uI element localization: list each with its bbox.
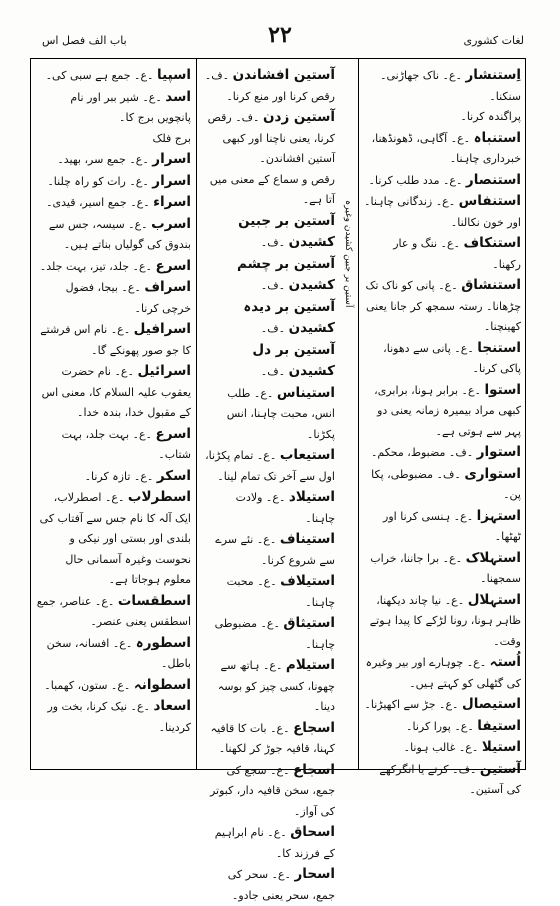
dictionary-entry	[203, 613, 335, 655]
entry-definition: ۔ع۔ چوہارے اور بیر وغیرہ کی گٹھلی کو کہتے ہیں۔	[365, 656, 521, 690]
dictionary-entry	[363, 759, 521, 801]
dictionary-entry	[35, 256, 191, 278]
dictionary-entry	[35, 466, 191, 488]
entry-definition: ۔ع۔ غالب ہونا۔	[403, 741, 482, 754]
dictionary-entry	[203, 107, 335, 170]
entry-headword: اسطرلاب	[127, 489, 191, 505]
entry-headword: استیعاب	[279, 447, 335, 463]
entry-definition: ۔ع۔ اصطرلاب، ایک آلہ کا نام جس سے آفتاب کی بلندی اور بستی اور نیکی و نحوست وغیرہ آسمانی حال معلوم ہوجاتا ہے۔	[39, 491, 191, 586]
dictionary-entry	[35, 424, 191, 466]
entry-definition: ۔ع۔ بیجا، فضول خرچی کرنا۔	[65, 281, 191, 315]
dictionary-entry	[363, 275, 521, 338]
entry-headword: اسرار	[152, 172, 191, 189]
dictionary-entry	[203, 487, 335, 529]
entry-headword: اسرافیل	[133, 321, 191, 337]
entry-headword: اسکر	[156, 467, 191, 484]
entry-definition: ۔ع۔ نام اس فرشتے کا جو صور پھونکے گا۔	[40, 323, 191, 357]
entry-headword: اسراء	[153, 194, 191, 210]
entry-headword: اسد	[165, 88, 191, 105]
entry-definition: ۔ف۔ رقص کرنا اور منع کرنا۔	[204, 69, 335, 103]
entry-definition: ۔ف۔	[260, 279, 289, 292]
entry-definition: ۔ف۔	[260, 365, 289, 378]
entry-definition: ۔ع۔ نیک کرنا، بخت ور کردینا۔	[47, 700, 191, 734]
dictionary-entry	[203, 822, 335, 864]
dictionary-entry	[35, 633, 191, 675]
dictionary-entry	[35, 696, 191, 738]
dictionary-entry	[35, 192, 191, 214]
entry-headword: استنشاق	[461, 277, 521, 293]
entry-headword: اِستنشار	[465, 67, 521, 83]
entry-definition: ۔ع۔ پانی کو ناک تک چڑھانا۔ رستہ سمجھ کر جانا یعنی کھینچنا۔	[365, 279, 521, 333]
text-frame	[30, 58, 526, 902]
entry-definition: ۔ع۔ تمام پکڑنا، اول سے آخر تک تمام لینا۔	[205, 449, 335, 483]
entry-definition: ۔ع۔ جمع اسیر، قیدی۔	[46, 196, 154, 209]
entry-definition: ۔ع۔ نئے سرے سے شروع کرنا۔	[215, 533, 335, 567]
entry-headword: استوا	[484, 381, 521, 398]
entry-definition: پراگندہ کرنا۔	[460, 110, 521, 123]
entry-definition: ۔ع۔ عناصر، جمع اسطقس یعنی عنصر۔	[36, 594, 191, 628]
dictionary-entry	[203, 65, 335, 107]
entry-definition: ۔ع۔ پانی سے دھونا، پاکی کرنا۔	[383, 341, 521, 375]
entry-headword: استہزا	[476, 507, 521, 524]
dictionary-entry	[203, 383, 335, 446]
dictionary-entry	[35, 87, 191, 129]
dictionary-entry	[35, 149, 191, 171]
entry-headword: استہلاک	[465, 549, 521, 566]
dictionary-entry	[363, 380, 521, 443]
page-number: ۲۲	[268, 22, 292, 48]
entry-definition: ۔ع۔ شیر ببر اور نام پانچویں برج کا۔	[70, 90, 191, 124]
dictionary-entry	[363, 338, 521, 380]
entry-definition: ۔ع۔ جلد، تیز، بہت جلد۔	[39, 259, 156, 273]
entry-definition: ۔ع۔ ولادت چاہنا۔	[235, 491, 335, 525]
dictionary-entry	[35, 214, 191, 256]
entry-headword: اسرع	[155, 257, 191, 274]
entry-definition: ۔ع۔ رات کو راہ چلنا۔	[47, 174, 153, 188]
entry-headword: استنفاس	[458, 193, 521, 209]
entry-definition: ۔ف۔ رقص کرنا، یعنی ناچنا اور کبھی آستین افشاندن۔	[207, 111, 335, 165]
dictionary-entry	[363, 170, 521, 192]
dictionary-entry	[363, 233, 521, 275]
dictionary-entry	[203, 297, 335, 340]
entry-definition: ۔ع۔ مضبوطی چاہنا۔	[214, 617, 335, 651]
entry-headword: اسپیا	[157, 67, 191, 83]
entry-headword: اسجاع	[293, 761, 335, 778]
entry-headword: استیناس	[276, 384, 335, 401]
entry-definition: ۔ع۔ طلب انس، محبت چاہنا، انس پکڑنا۔	[226, 386, 335, 441]
entry-headword: اسرائیل	[137, 363, 191, 379]
entry-headword: آستین بر دل کشیدن	[252, 341, 335, 379]
entry-definition: ۔ع۔ جمع سر، بھید۔	[57, 153, 153, 166]
dictionary-entry	[363, 464, 521, 506]
side-note: آستین بر جبین کشیدن وغیرہ	[343, 200, 353, 308]
dictionary-entry	[35, 171, 191, 193]
entry-headword: اسطقسات	[117, 592, 191, 609]
dictionary-entry	[363, 548, 521, 590]
entry-definition: ۔ع۔ بہت جلد، بہت شتاب۔	[61, 427, 191, 461]
column-left	[31, 59, 195, 769]
entry-definition: ۔ع۔ زندگانی چاہنا۔ اور خون نکالنا۔	[364, 195, 521, 229]
entry-definition: ۔ع۔ آگاہی، ڈھونڈھنا، خبرداری چاہنا۔	[371, 131, 521, 165]
entry-headword: آستین زدن	[263, 109, 335, 125]
entry-headword: استنصار	[465, 171, 521, 188]
dictionary-entry	[35, 129, 191, 150]
entry-headword: استہلال	[467, 591, 521, 608]
entry-definition: ۔ع۔ برابر ہونا، برابری، کبھی مراد بیمیرہ زمانہ یعنی دو پہر سے ہوتی ہے۔	[374, 383, 521, 438]
dictionary-entry	[35, 361, 191, 424]
dictionary-entry	[363, 737, 521, 759]
entry-headword: اسرار	[152, 151, 191, 167]
dictionary-entry	[203, 254, 335, 297]
entry-headword: استیصال	[461, 696, 521, 712]
entry-definition: ۔ع۔ نام حضرت یعقوب علیہ السلام کا، معنی اس کے مقبول خدا، بندہ خدا۔	[41, 365, 191, 419]
entry-headword: استواری	[464, 465, 521, 482]
running-head-book-title: لغات کشوری	[463, 34, 524, 47]
entry-headword: استنجا	[477, 339, 521, 356]
entry-headword: اسحار	[294, 866, 335, 882]
entry-definition: ۔ف۔	[260, 322, 289, 335]
dictionary-entry	[35, 591, 191, 633]
entry-headword: استیلا	[481, 739, 521, 755]
entry-definition: ۔ع۔ سجع کی جمع، سخن قافیہ دار، کبوتر کی آواز۔	[209, 763, 335, 818]
entry-definition: ۔ع۔ افسانہ، سخن باطل۔	[46, 636, 191, 670]
dictionary-entry	[203, 340, 335, 383]
dictionary-entry	[203, 760, 335, 823]
dictionary-entry	[35, 487, 191, 591]
entry-headword: اسعاد	[153, 698, 191, 714]
dictionary-entry	[203, 718, 335, 760]
entry-definition: ۔ع۔ جمع ہے سبی کی۔	[45, 69, 157, 82]
entry-definition: ۔ع۔ سحر کی جمع، سحر یعنی جادو۔	[227, 868, 335, 902]
dictionary-entry	[203, 529, 335, 571]
entry-headword: استیفا	[477, 717, 521, 734]
dictionary-entry	[203, 655, 335, 718]
dictionary-entry	[363, 590, 521, 653]
column-middle	[199, 59, 357, 902]
entry-definition: ۔ف۔ مضبوطی، پکا پن۔	[371, 467, 521, 501]
dictionary-entry	[363, 128, 521, 170]
entry-headword: آستین	[479, 760, 521, 777]
dictionary-entry	[35, 319, 191, 361]
dictionary-entry	[363, 65, 521, 107]
entry-headword: آستین بر دیدہ کشیدن	[243, 298, 335, 336]
entry-headword: استیلاف	[280, 573, 335, 589]
dictionary-entry	[203, 445, 335, 487]
entry-headword: استیلام	[285, 657, 335, 673]
entry-definition: ۔ع۔ برا جاننا، خراب سمجھنا۔	[370, 551, 521, 585]
column-divider-left	[196, 59, 197, 769]
entry-headword: آستین بر چشم کشیدن	[237, 255, 335, 293]
entry-headword: استیناف	[279, 531, 335, 547]
dictionary-entry	[35, 675, 191, 697]
entry-headword: اسراف	[144, 279, 191, 295]
entry-headword: استنباہ	[473, 129, 521, 146]
entry-definition: ۔ع۔ ہاتھ سے چھونا، کسی چیز کو بوسہ دینا۔	[217, 659, 335, 713]
entry-headword: اسجاع	[293, 719, 335, 736]
entry-headword: آستین افشاندن	[232, 67, 335, 83]
dictionary-entry	[363, 442, 521, 464]
dictionary-entry	[35, 65, 191, 87]
dictionary-entry	[203, 211, 335, 254]
dictionary-entry	[363, 506, 521, 548]
entry-headword: استنکاف	[463, 235, 521, 251]
entry-definition: ۔ع۔ نام ابراہیم کے فرزند کا۔	[214, 826, 335, 860]
column-right	[359, 59, 525, 796]
entry-headword: اسطورہ	[135, 634, 191, 651]
entry-definition: ۔ف۔ کرتے یا انگرکھے کی آستین۔	[379, 762, 521, 796]
entry-definition: ۔ع۔ ستون، کھمبا۔	[44, 678, 134, 692]
entry-headword: اسرب	[151, 215, 191, 232]
dictionary-entry	[363, 652, 521, 694]
entry-headword: اسحاق	[290, 824, 335, 840]
running-head-section: باب الف فصل اس	[42, 34, 127, 47]
entry-headword: استیلاد	[288, 489, 335, 505]
dictionary-entry	[203, 170, 335, 211]
entry-definition: ۔ع۔ سیسہ، جس سے بندوق کی گولیاں بناتے ہیں۔	[48, 217, 191, 251]
entry-headword: اسرع	[155, 425, 191, 442]
entry-headword: اسطوانہ	[133, 676, 191, 693]
entry-definition: برج فلک	[152, 131, 191, 145]
entry-definition: ۔ف۔ مضبوط، محکم۔	[370, 446, 477, 459]
entry-definition: ۔ع۔ مدد طلب کرنا۔	[368, 173, 466, 187]
entry-definition: ۔ع۔ ہنسی کرنا اور ٹھٹھا۔	[383, 509, 521, 543]
entry-headword: آستین بر جبین کشیدن	[238, 212, 335, 250]
entry-definition: ۔ع۔ ننگ و عار رکھنا۔	[393, 237, 521, 271]
dictionary-entry	[35, 277, 191, 319]
entry-definition: ۔ع۔ نیا چاند دیکھنا، ظاہر ہونا، رونا لڑکے کا پیدا ہوتے وقت۔	[369, 593, 521, 648]
entry-definition: ۔ف۔	[260, 236, 289, 249]
dictionary-entry	[363, 694, 521, 716]
column-divider-right	[358, 59, 359, 769]
dictionary-entry	[363, 107, 521, 128]
entry-definition: ۔ع۔ جڑ سے اکھیڑنا۔	[364, 698, 462, 711]
entry-definition: ۔ع۔ تازہ کرنا۔	[84, 469, 157, 483]
entry-headword: استوار	[476, 444, 521, 460]
dictionary-entry	[363, 716, 521, 738]
entry-definition: ۔ع۔ ناک جھاڑنی۔ سنکنا۔	[380, 69, 521, 103]
entry-definition: رقص و سماع کے معنی میں آتا ہے۔	[209, 172, 335, 206]
entry-headword: اُستہ	[489, 654, 521, 670]
dictionary-entry	[203, 571, 335, 613]
entry-definition: ۔ع۔ محبت چاہنا۔	[226, 575, 335, 609]
dictionary-entry	[203, 864, 335, 906]
entry-headword: استیثاق	[283, 615, 335, 631]
entry-definition: ۔ع۔ بات کا قافیہ کہنا، قافیہ جوڑ کر لکھنا۔	[210, 721, 335, 755]
entry-definition: ۔ع۔ پورا کرنا۔	[406, 719, 478, 733]
dictionary-entry	[363, 191, 521, 233]
